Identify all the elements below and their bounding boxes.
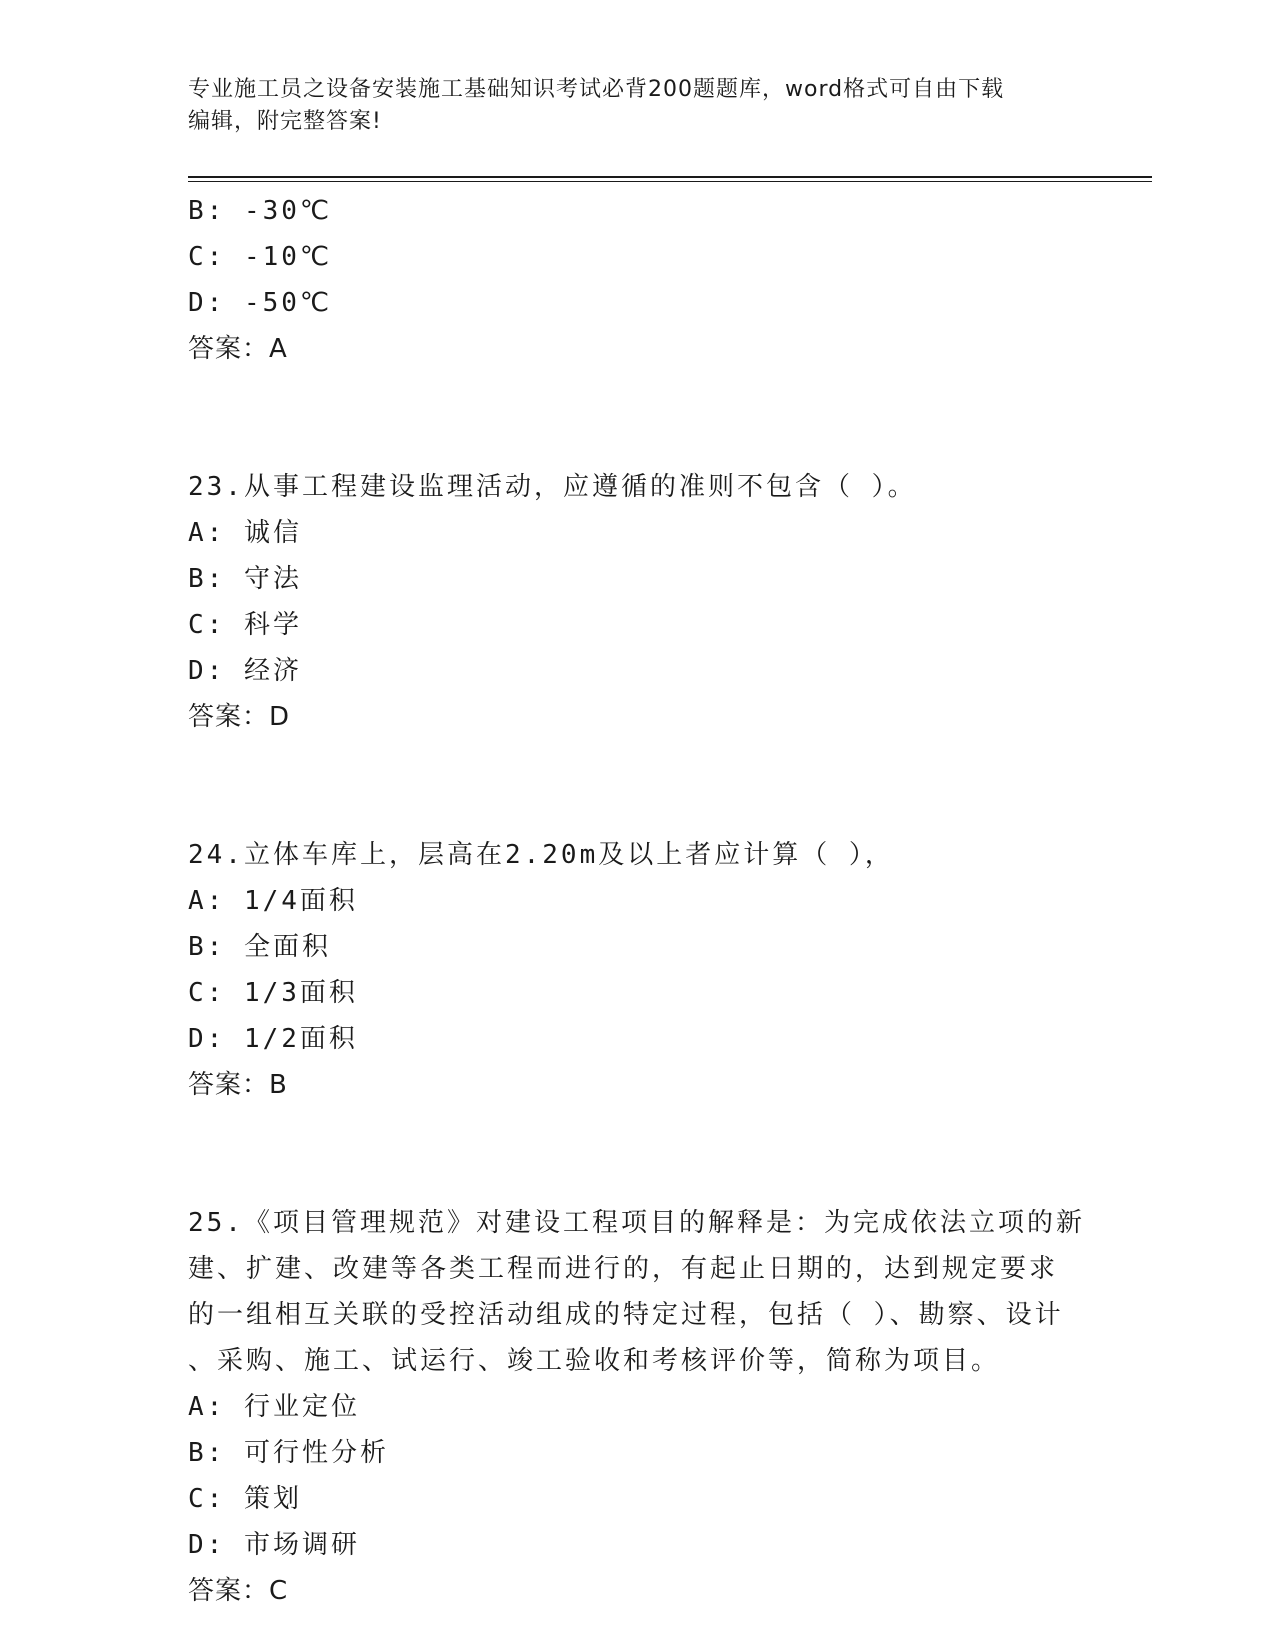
option-c: C: 策划	[188, 1484, 302, 1514]
question-23	[188, 464, 1088, 740]
option-c: C: 科学	[188, 610, 302, 640]
option-b: B: 全面积	[188, 932, 331, 962]
header-divider-thick	[188, 176, 1152, 178]
answer-line: 答案：B	[188, 1070, 288, 1100]
answer-line: 答案：C	[188, 1576, 289, 1606]
option-d: D: -50℃	[188, 288, 333, 318]
question-stem: 24.立体车库上，层高在2.20m及以上者应计算（ ），	[188, 840, 894, 870]
question-stem: 23.从事工程建设监理活动，应遵循的准则不包含（ ）。	[188, 472, 917, 502]
question-22	[188, 188, 1088, 372]
option-a: A: 诚信	[188, 518, 302, 548]
option-d: D: 经济	[188, 656, 302, 686]
option-b: B: 守法	[188, 564, 302, 594]
header-divider-thin	[188, 181, 1152, 182]
header-title-line-1: 专业施工员之设备安装施工基础知识考试必背200题题库，word格式可自由下载	[188, 77, 1005, 102]
document-header	[188, 74, 1088, 138]
answer-line: 答案：D	[188, 702, 291, 732]
question-stem-line-4: 、采购、施工、试运行、竣工验收和考核评价等，简称为项目。	[188, 1346, 1001, 1376]
option-b: B: 可行性分析	[188, 1438, 389, 1468]
question-stem-line-1: 25.《项目管理规范》对建设工程项目的解释是：为完成依法立项的新	[188, 1208, 1085, 1238]
question-25	[188, 1200, 1088, 1614]
question-stem-line-3: 的一组相互关联的受控活动组成的特定过程，包括（ ）、勘察、设计	[188, 1300, 1064, 1330]
option-c: C: -10℃	[188, 242, 333, 272]
question-list	[188, 188, 1088, 1614]
option-b: B: -30℃	[188, 196, 333, 226]
question-stem-line-2: 建、扩建、改建等各类工程而进行的，有起止日期的，达到规定要求	[188, 1254, 1059, 1284]
option-a: A: 1/4面积	[188, 886, 358, 916]
option-d: D: 1/2面积	[188, 1024, 358, 1054]
option-a: A: 行业定位	[188, 1392, 360, 1422]
header-title-line-2: 编辑，附完整答案!	[188, 109, 382, 134]
question-24	[188, 832, 1088, 1108]
option-c: C: 1/3面积	[188, 978, 358, 1008]
option-d: D: 市场调研	[188, 1530, 360, 1560]
answer-line: 答案：A	[188, 334, 288, 364]
